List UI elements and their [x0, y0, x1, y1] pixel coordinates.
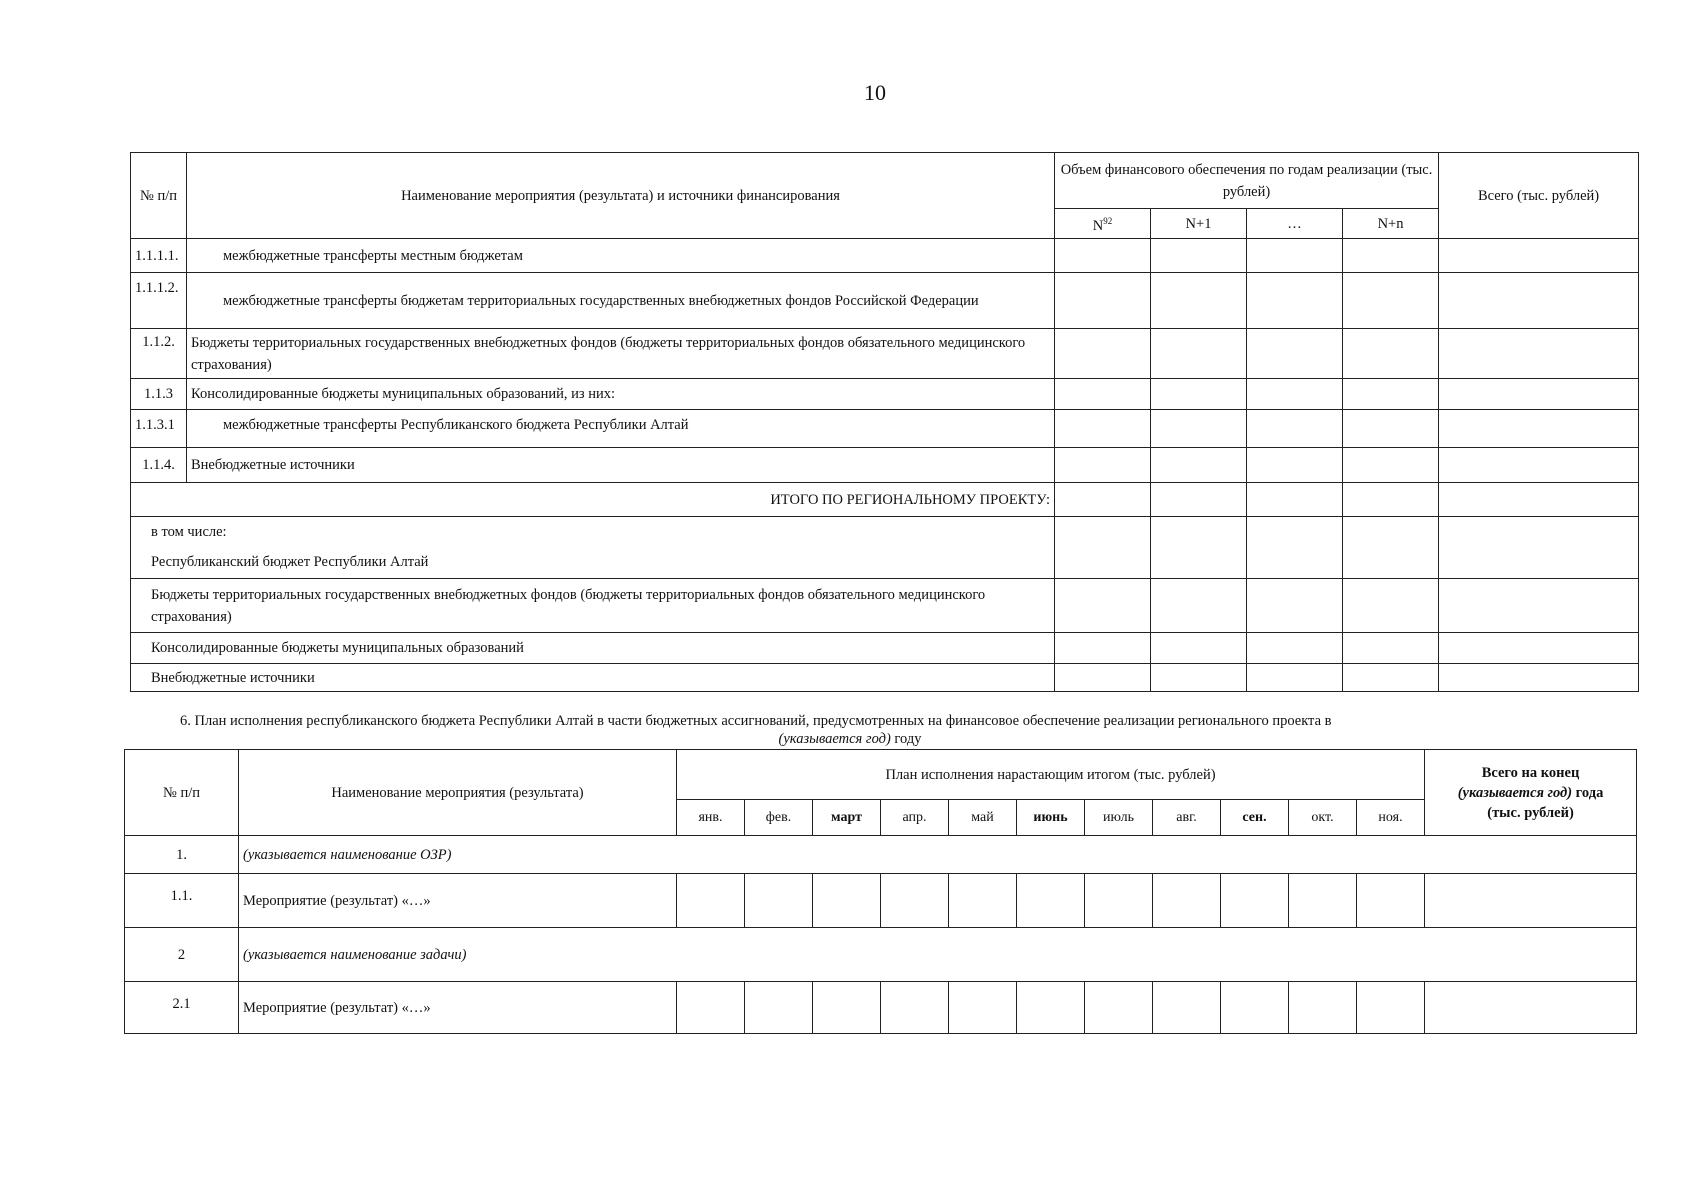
row-num: 1.1.: [125, 874, 239, 928]
month-aug: авг.: [1153, 800, 1221, 836]
row-name: Мероприятие (результат) «…»: [239, 874, 677, 928]
header-year-n1: N+1: [1151, 209, 1247, 239]
row-name: межбюджетные трансферты Республиканского бюджета Республики Алтай: [187, 410, 1055, 448]
row-name: (указывается наименование задачи): [239, 928, 1637, 982]
month-feb: фев.: [745, 800, 813, 836]
summary-row: [131, 664, 1639, 692]
month-jun: июнь: [1017, 800, 1085, 836]
month-may: май: [949, 800, 1017, 836]
row-num: 2: [125, 928, 239, 982]
header-year-nn: N+n: [1343, 209, 1439, 239]
summary-label: Внебюджетные источники: [131, 664, 1055, 692]
month-apr: апр.: [881, 800, 949, 836]
row-num: 1.1.1.2.: [131, 273, 187, 329]
row-name: Мероприятие (результат) «…»: [239, 982, 677, 1034]
summary-row: [131, 633, 1639, 664]
table-row: [131, 329, 1639, 379]
summary-label: Республиканский бюджет Республики Алтай: [151, 554, 429, 570]
row-num: 1.1.3.1: [131, 410, 187, 448]
header-year-n: $N^{92}$: [1055, 209, 1151, 239]
header-num: № п/п: [131, 153, 187, 239]
page-number: 10: [864, 80, 886, 105]
plan-header-name: Наименование мероприятия (результата): [239, 750, 677, 836]
month-jan: янв.: [677, 800, 745, 836]
plan-header-plan: План исполнения нарастающим итогом (тыс. рублей): [677, 750, 1425, 800]
row-num: 1.1.3: [131, 379, 187, 410]
row-name: Консолидированные бюджеты муниципальных образований, из них:: [187, 379, 1055, 410]
financing-table: [130, 152, 1639, 692]
table-row: [131, 448, 1639, 483]
table-row: [131, 273, 1639, 329]
table-row: [125, 928, 1637, 982]
row-num: 1.1.4.: [131, 448, 187, 483]
plan-header-total: Всего на конец (указывается год) года (тыс. рублей): [1425, 750, 1637, 836]
table-row: [131, 410, 1639, 448]
plan-header-num: № п/п: [125, 750, 239, 836]
row-name: межбюджетные трансферты бюджетам территориальных государственных внебюджетных фондов Российской Федерации: [187, 273, 1055, 329]
row-name: Внебюджетные источники: [187, 448, 1055, 483]
month-sep: сен.: [1221, 800, 1289, 836]
month-jul: июль: [1085, 800, 1153, 836]
table-row: [131, 379, 1639, 410]
header-volume: Объем финансового обеспечения по годам реализации (тыс. рублей): [1055, 153, 1439, 209]
month-nov: ноя.: [1357, 800, 1425, 836]
header-year-dots: …: [1247, 209, 1343, 239]
row-name: (указывается наименование ОЗР): [239, 836, 1637, 874]
table-row: [125, 874, 1637, 928]
summary-row: [131, 517, 1639, 579]
table-row: [131, 239, 1639, 273]
header-name: Наименование мероприятия (результата) и источники финансирования: [187, 153, 1055, 239]
budget-plan-table: [124, 749, 1637, 1034]
summary-label: Бюджеты территориальных государственных внебюджетных фондов (бюджеты территориальных фондов обязательного медицинского страхования): [131, 579, 1055, 633]
month-oct: окт.: [1289, 800, 1357, 836]
total-label: ИТОГО ПО РЕГИОНАЛЬНОМУ ПРОЕКТУ:: [131, 483, 1055, 517]
summary-label: Консолидированные бюджеты муниципальных образований: [131, 633, 1055, 664]
month-mar: март: [813, 800, 881, 836]
row-name: межбюджетные трансферты местным бюджетам: [187, 239, 1055, 273]
row-num: 1.1.2.: [131, 329, 187, 379]
table-row: [125, 982, 1637, 1034]
summary-row: [131, 579, 1639, 633]
header-total: Всего (тыс. рублей): [1439, 153, 1639, 239]
row-num: 2.1: [125, 982, 239, 1034]
table-row: [125, 836, 1637, 874]
total-row: [131, 483, 1639, 517]
row-num: 1.1.1.1.: [131, 239, 187, 273]
section-6-heading: 6. План исполнения республиканского бюджета Республики Алтай в части бюджетных ассигнований, предусмотренных на финансовое обеспечение реализации регионального проекта в (указывается год) году: [180, 713, 1332, 747]
including-label: в том числе:: [151, 524, 227, 540]
row-num: 1.: [125, 836, 239, 874]
row-name: Бюджеты территориальных государственных внебюджетных фондов (бюджеты территориальных фондов обязательного медицинского страхования): [187, 329, 1055, 379]
